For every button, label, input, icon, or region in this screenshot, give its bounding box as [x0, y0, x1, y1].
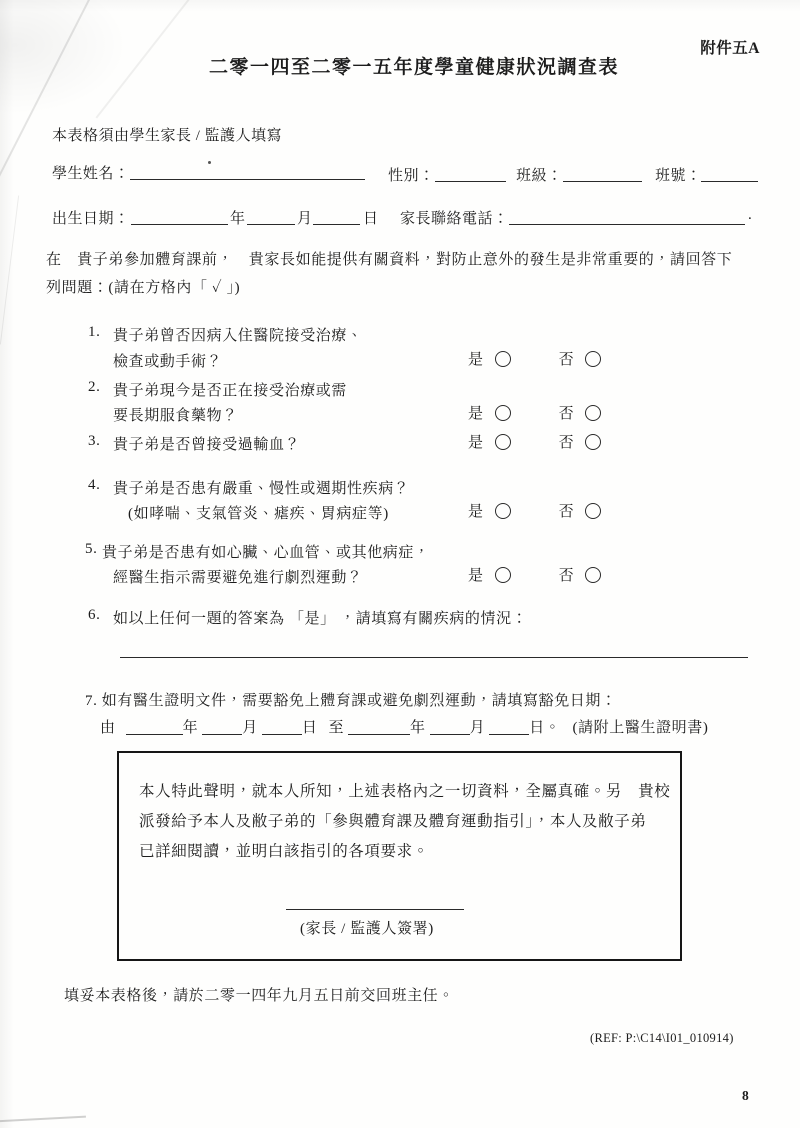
no-circle-icon [585, 503, 601, 519]
year-label: 年 [410, 720, 426, 736]
scan-bottom-streak [0, 1116, 86, 1123]
question-1-line-2: 檢查或動手術？ [113, 354, 223, 370]
question-3-number: 3. [88, 433, 101, 449]
dob-year-input[interactable] [131, 207, 228, 225]
guardian-signature-input[interactable] [286, 892, 464, 910]
no-label: 否 [558, 406, 575, 422]
yes-circle-icon [495, 351, 511, 367]
no-label: 否 [558, 435, 575, 451]
question-3-line-1: 貴子弟是否曾接受過輸血？ [113, 437, 301, 453]
student-name-input[interactable] [130, 162, 365, 180]
question-6-line-1: 如以上任何一題的答案為 「是」 ，請填寫有關疾病的情況： [113, 611, 528, 627]
yes-circle-icon [495, 405, 511, 421]
yes-circle-icon [495, 434, 511, 450]
dob-day-input[interactable] [313, 207, 360, 225]
dob-month-label: 月 [297, 211, 313, 227]
question-2-yes-option[interactable] [468, 402, 511, 423]
ref-code: (REF: P:\C14\I01_010914) [590, 1031, 734, 1045]
no-label: 否 [558, 504, 575, 520]
question-4-number: 4. [88, 477, 101, 493]
yes-label: 是 [468, 435, 484, 451]
question-2-no-option[interactable] [559, 402, 602, 423]
exemption-to-day-input[interactable] [489, 717, 529, 735]
question-4-yes-option[interactable] [468, 500, 511, 521]
question-1-answers [468, 348, 601, 369]
no-circle-icon [585, 567, 601, 583]
dob-month-input[interactable] [247, 207, 295, 225]
declaration-line-1: 本人特此聲明，就本人所知，上述表格內之一切資料，全屬真確。另 貴校 [139, 783, 671, 800]
question-1-yes-option[interactable] [468, 348, 511, 369]
parent-phone-input[interactable] [509, 207, 745, 225]
class-number-label: 班號： [655, 168, 702, 184]
question-5-yes-option[interactable] [468, 564, 511, 585]
question-1-number: 1. [88, 324, 101, 340]
day-label: 日 [301, 720, 318, 736]
class-input[interactable] [563, 164, 642, 182]
declaration-line-2: 派發給予本人及敝子弟的「參與體育課及體育運動指引」，本人及敝子弟 [139, 813, 647, 830]
question-5-no-option[interactable] [559, 564, 602, 585]
exemption-to-year-input[interactable] [348, 717, 410, 735]
no-circle-icon [585, 405, 601, 421]
yes-circle-icon [495, 503, 511, 519]
question-7-line-1: 7. 如有醫生證明文件，需要豁免上體育課或避免劇烈運動，請填寫豁免日期： [85, 693, 617, 709]
intro-line-1: 在 貴子弟參加體育課前， 貴家長如能提供有關資料，對防止意外的發生是非常重要的，請回答下 [46, 252, 733, 268]
question-4-no-option[interactable] [559, 500, 602, 521]
question-1-line-1: 貴子弟曾否因病入住醫院接受治療、 [113, 328, 363, 344]
question-5-number: 5. [85, 541, 98, 557]
attachment-label: 附件五A [700, 40, 760, 57]
question-7-date-row [100, 716, 708, 737]
dob-label: 出生日期： [52, 211, 130, 227]
exemption-to-label: 至 [328, 720, 345, 736]
question-5-line-1: 貴子弟是否患有如心臟、心血管、或其他病症， [102, 545, 430, 561]
exemption-from-day-input[interactable] [262, 717, 302, 735]
yes-label: 是 [468, 406, 484, 422]
student-name-label: 學生姓名： [52, 166, 130, 182]
year-label: 年 [182, 720, 199, 736]
declaration-line-3: 已詳細閱讀，並明白該指引的各項要求。 [139, 843, 429, 860]
question-4-line-1: 貴子弟是否患有嚴重、慢性或週期性疾病？ [113, 481, 410, 497]
question-5-answers [468, 564, 601, 585]
no-circle-icon [585, 351, 601, 367]
question-2-number: 2. [88, 379, 101, 395]
dob-year-label: 年 [230, 211, 246, 227]
question-2-answers [468, 402, 601, 423]
dob-day-label: 日 [363, 211, 379, 227]
phone-period: . [748, 207, 753, 223]
yes-label: 是 [468, 352, 484, 368]
page-number: 8 [742, 1088, 749, 1103]
signature-caption: (家長 / 監護人簽署) [300, 921, 434, 937]
question-3-yes-option[interactable] [468, 431, 511, 452]
day-end-label: 日。 [529, 720, 561, 736]
medical-certificate-note: (請附上醫生證明書) [572, 720, 709, 736]
class-number-input[interactable] [701, 164, 758, 182]
question-4-line-2: (如哮喘、支氣管炎、瘧疾、胃病症等) [128, 506, 389, 522]
class-label: 班級： [516, 168, 563, 184]
yes-label: 是 [468, 504, 484, 520]
no-label: 否 [558, 568, 575, 584]
month-label: 月 [469, 720, 486, 736]
gender-label: 性別： [388, 168, 435, 184]
declaration-box [117, 751, 682, 961]
illness-details-input[interactable] [120, 640, 748, 658]
no-circle-icon [585, 434, 601, 450]
gender-input[interactable] [435, 164, 506, 182]
intro-line-2: 列問題：(請在方格內「 ✓ 」) [46, 280, 241, 296]
no-label: 否 [558, 352, 575, 368]
question-2-line-2: 要長期服食藥物？ [113, 408, 238, 424]
question-3-no-option[interactable] [559, 431, 602, 452]
form-title: 二零一四至二零一五年度學童健康狀況調查表 [208, 57, 619, 78]
exemption-from-label: 由 [100, 720, 116, 736]
question-1-no-option[interactable] [559, 348, 602, 369]
question-4-answers [468, 500, 601, 521]
question-3-answers [468, 431, 601, 452]
exemption-from-month-input[interactable] [202, 717, 242, 735]
question-6-number: 6. [88, 607, 101, 623]
exemption-to-month-input[interactable] [430, 717, 470, 735]
parent-phone-label: 家長聯絡電話： [400, 211, 509, 227]
month-label: 月 [242, 720, 258, 736]
filler-note: 本表格須由學生家長 / 監護人填寫 [52, 128, 283, 144]
question-5-line-2: 經醫生指示需要避免進行劇烈運動？ [113, 570, 363, 586]
yes-circle-icon [495, 567, 511, 583]
footer-note: 填妥本表格後，請於二零一四年九月五日前交回班主任。 [64, 988, 455, 1004]
question-2-line-1: 貴子弟現今是否正在接受治療或需 [113, 383, 348, 399]
exemption-from-year-input[interactable] [126, 717, 183, 735]
yes-label: 是 [468, 568, 484, 584]
scan-edge-artifact [0, 195, 19, 344]
